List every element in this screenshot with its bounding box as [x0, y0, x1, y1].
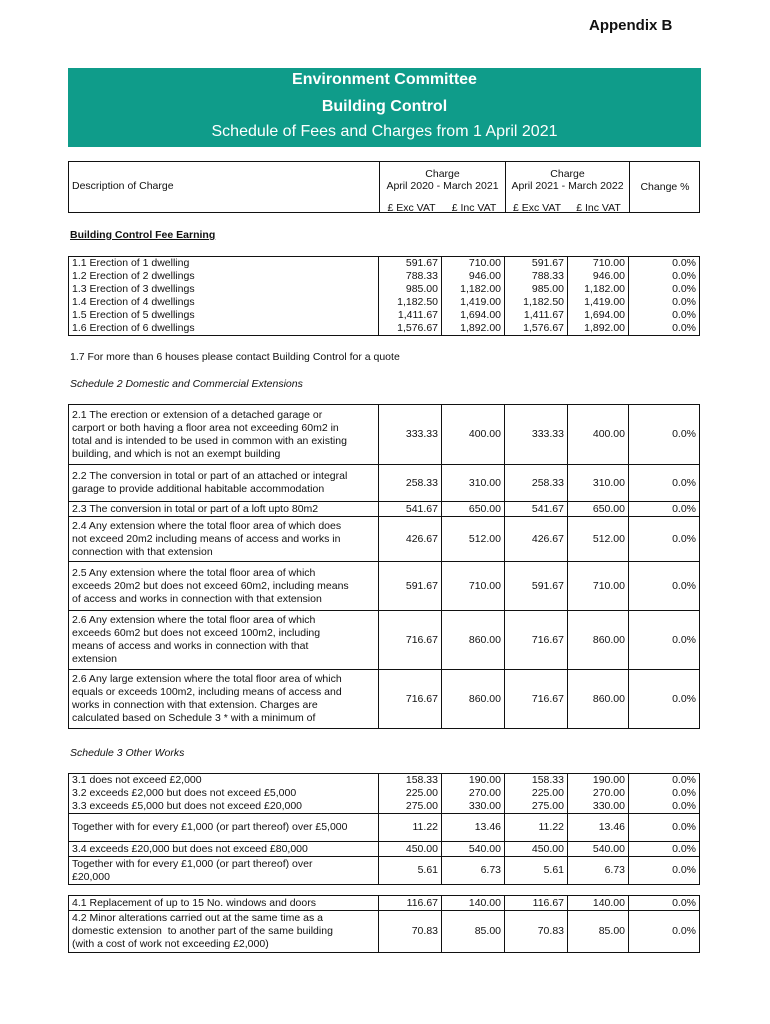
inc-vat-2021-cell: 190.00 270.00 330.00 [568, 774, 629, 814]
description-cell: 2.6 Any extension where the total floor area of which exceeds 60m2 but does not exceed 100m2, including means of access and works in connection with that extension [69, 611, 379, 670]
change-cell: 0.0% [629, 842, 700, 857]
exc-vat-2021-cell: 541.67 [505, 502, 568, 517]
inc-vat-2021-cell: 85.00 [568, 911, 629, 953]
exc-vat-2021-cell: 591.67 [505, 562, 568, 611]
table-row [69, 465, 700, 502]
table-row [69, 257, 700, 336]
inc-vat-2020-cell: 6.73 [442, 857, 505, 885]
table-row [69, 502, 700, 517]
table-row [69, 857, 700, 885]
table-row [69, 611, 700, 670]
column-header [68, 161, 700, 213]
inc-vat-2020-cell: 860.00 [442, 670, 505, 729]
change-cell: 0.0% [629, 611, 700, 670]
inc-vat-2021-cell: 6.73 [568, 857, 629, 885]
section-schedule-3: Schedule 3 Other Works [70, 747, 185, 759]
exc-vat-2020-cell: 258.33 [379, 465, 442, 502]
exc-vat-2021-cell: 716.67 [505, 670, 568, 729]
title-banner [68, 68, 701, 147]
exc-vat-2020-cell: 591.67 [379, 562, 442, 611]
appendix-label: Appendix B [589, 17, 673, 34]
inc-vat-2020-cell: 190.00 270.00 330.00 [442, 774, 505, 814]
table-row [69, 774, 700, 814]
exc-vat-header: £ Exc VAT [512, 202, 562, 214]
inc-vat-2020-cell: 140.00 [442, 896, 505, 911]
description-cell: 2.5 Any extension where the total floor area of which exceeds 20m2 but does not exceed 60m2, including means of access and works in connection with that extension [69, 562, 379, 611]
description-header: Description of Charge [72, 180, 174, 192]
change-cell: 0.0% [629, 814, 700, 842]
table-row [69, 405, 700, 465]
description-cell: 2.2 The conversion in total or part of an attached or integral garage to provide additional habitable accommodation [69, 465, 379, 502]
exc-vat-2021-cell: 11.22 [505, 814, 568, 842]
inc-vat-2021-cell: 140.00 [568, 896, 629, 911]
exc-vat-2021-cell: 426.67 [505, 517, 568, 562]
committee-title: Environment Committee [292, 71, 477, 88]
change-cell: 0.0% [629, 857, 700, 885]
change-cell: 0.0% [629, 896, 700, 911]
inc-vat-2020-cell: 512.00 [442, 517, 505, 562]
description-cell: 2.1 The erection or extension of a detached garage or carport or both having a floor area not exceeding 60m2 in total and is intended to be used in common with an existing building, and which is not an exempt building [69, 405, 379, 465]
table-row [69, 562, 700, 611]
exc-vat-2020-cell: 11.22 [379, 814, 442, 842]
description-cell: 3.1 does not exceed £2,000 3.2 exceeds £2,000 but does not exceed £5,000 3.3 exceeds £5,000 but does not exceed £20,000 [69, 774, 379, 814]
exc-vat-2020-cell: 70.83 [379, 911, 442, 953]
note-more-than-6-houses: 1.7 For more than 6 houses please contact Building Control for a quote [70, 351, 400, 363]
description-cell: 1.1 Erection of 1 dwelling 1.2 Erection of 2 dwellings 1.3 Erection of 3 dwellings 1.4 Erection of 4 dwellings 1.5 Erection of 5 dwellings 1.6 Erection of 6 dwellings [69, 257, 379, 336]
inc-vat-2021-cell: 650.00 [568, 502, 629, 517]
exc-vat-2020-cell: 591.67 788.33 985.00 1,182.50 1,411.67 1,576.67 [379, 257, 442, 336]
inc-vat-2021-cell: 860.00 [568, 670, 629, 729]
exc-vat-2021-cell: 591.67 788.33 985.00 1,182.50 1,411.67 1,576.67 [505, 257, 568, 336]
inc-vat-2020-cell: 310.00 [442, 465, 505, 502]
change-cell: 0.0% 0.0% 0.0% [629, 774, 700, 814]
table-row [69, 517, 700, 562]
exc-vat-2021-cell: 5.61 [505, 857, 568, 885]
exc-vat-2021-cell: 116.67 [505, 896, 568, 911]
schedule-title: Schedule of Fees and Charges from 1 April 2021 [211, 123, 558, 140]
table-row [69, 896, 700, 911]
description-cell: Together with for every £1,000 (or part thereof) over £20,000 [69, 857, 379, 885]
exc-vat-header: £ Exc VAT [387, 202, 436, 214]
exc-vat-2020-cell: 716.67 [379, 611, 442, 670]
inc-vat-2021-cell: 710.00 946.00 1,182.00 1,419.00 1,694.00 1,892.00 [568, 257, 629, 336]
exc-vat-2020-cell: 426.67 [379, 517, 442, 562]
fee-table [68, 256, 700, 336]
inc-vat-2020-cell: 13.46 [442, 814, 505, 842]
exc-vat-2021-cell: 258.33 [505, 465, 568, 502]
charge-header-2020: Charge [425, 168, 460, 180]
exc-vat-2020-cell: 716.67 [379, 670, 442, 729]
description-cell: 4.2 Minor alterations carried out at the same time as a domestic extension to another part of the same building (with a cost of work not exceeding £2,000) [69, 911, 379, 953]
change-header: Change % [640, 181, 690, 193]
inc-vat-2021-cell: 860.00 [568, 611, 629, 670]
exc-vat-2020-cell: 541.67 [379, 502, 442, 517]
fee-table [68, 895, 700, 953]
change-cell: 0.0% [629, 517, 700, 562]
exc-vat-2021-cell: 70.83 [505, 911, 568, 953]
description-cell: 3.4 exceeds £20,000 but does not exceed £80,000 [69, 842, 379, 857]
exc-vat-2021-cell: 450.00 [505, 842, 568, 857]
change-cell: 0.0% [629, 405, 700, 465]
table-row [69, 814, 700, 842]
description-cell: 4.1 Replacement of up to 15 No. windows and doors [69, 896, 379, 911]
description-cell: 2.6 Any large extension where the total floor area of which equals or exceeds 100m2, including means of access and works in connection with that extension. Charges are calculated based on Schedule 3 * with a minimum of [69, 670, 379, 729]
inc-vat-2021-cell: 710.00 [568, 562, 629, 611]
exc-vat-2021-cell: 716.67 [505, 611, 568, 670]
table-row [69, 842, 700, 857]
inc-vat-2020-cell: 85.00 [442, 911, 505, 953]
inc-vat-header: £ Inc VAT [576, 202, 621, 214]
description-cell: Together with for every £1,000 (or part thereof) over £5,000 [69, 814, 379, 842]
description-cell: 2.4 Any extension where the total floor area of which does not exceed 20m2 including means of access and works in connection with that extension [69, 517, 379, 562]
change-cell: 0.0% [629, 911, 700, 953]
inc-vat-2020-cell: 860.00 [442, 611, 505, 670]
inc-vat-2020-cell: 710.00 946.00 1,182.00 1,419.00 1,694.00 1,892.00 [442, 257, 505, 336]
change-cell: 0.0% [629, 502, 700, 517]
exc-vat-2020-cell: 158.33 225.00 275.00 [379, 774, 442, 814]
inc-vat-2020-cell: 650.00 [442, 502, 505, 517]
exc-vat-2021-cell: 333.33 [505, 405, 568, 465]
inc-vat-2021-cell: 400.00 [568, 405, 629, 465]
charge-header-2021: Charge [550, 168, 585, 180]
inc-vat-2020-cell: 710.00 [442, 562, 505, 611]
department-title: Building Control [321, 98, 448, 115]
exc-vat-2021-cell: 158.33 225.00 275.00 [505, 774, 568, 814]
exc-vat-2020-cell: 116.67 [379, 896, 442, 911]
change-cell: 0.0% [629, 562, 700, 611]
exc-vat-2020-cell: 5.61 [379, 857, 442, 885]
inc-vat-header: £ Inc VAT [451, 202, 497, 214]
inc-vat-2021-cell: 13.46 [568, 814, 629, 842]
table-row [69, 911, 700, 953]
exc-vat-2020-cell: 333.33 [379, 405, 442, 465]
inc-vat-2021-cell: 540.00 [568, 842, 629, 857]
change-cell: 0.0% [629, 465, 700, 502]
period-header-2021: April 2021 - March 2022 [511, 180, 624, 192]
table-row [69, 670, 700, 729]
description-cell: 2.3 The conversion in total or part of a loft upto 80m2 [69, 502, 379, 517]
period-header-2020: April 2020 - March 2021 [386, 180, 499, 192]
inc-vat-2020-cell: 540.00 [442, 842, 505, 857]
exc-vat-2020-cell: 450.00 [379, 842, 442, 857]
change-cell: 0.0% 0.0% 0.0% 0.0% 0.0% 0.0% [629, 257, 700, 336]
inc-vat-2021-cell: 512.00 [568, 517, 629, 562]
section-schedule-2: Schedule 2 Domestic and Commercial Extensions [70, 378, 303, 390]
change-cell: 0.0% [629, 670, 700, 729]
fee-table [68, 404, 700, 729]
fee-table [68, 773, 700, 885]
inc-vat-2021-cell: 310.00 [568, 465, 629, 502]
inc-vat-2020-cell: 400.00 [442, 405, 505, 465]
section-fee-earning: Building Control Fee Earning [70, 229, 216, 241]
